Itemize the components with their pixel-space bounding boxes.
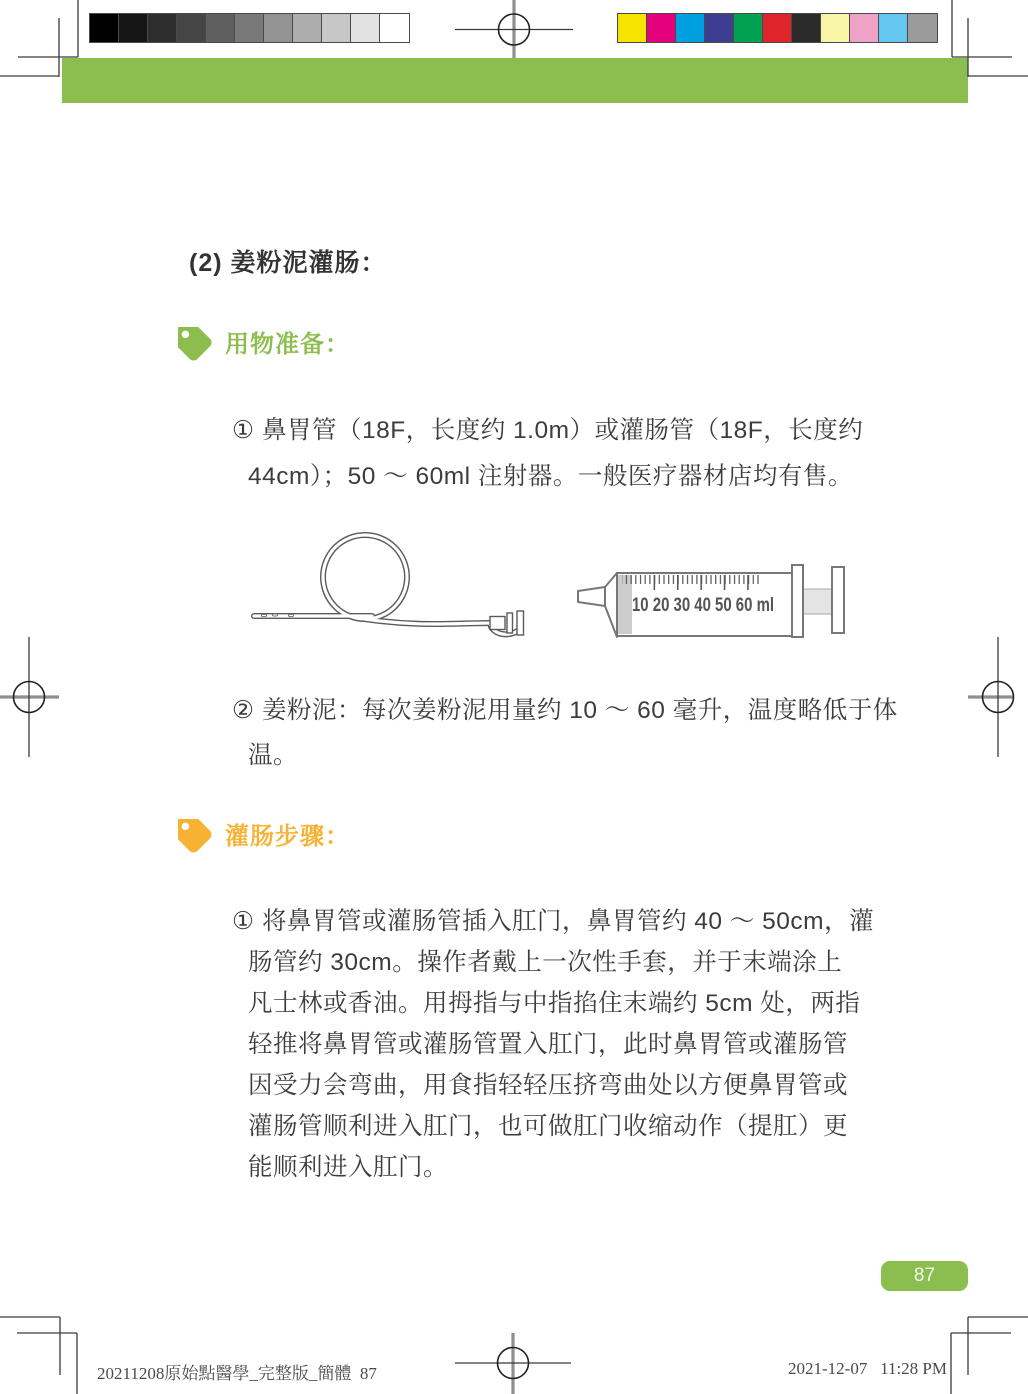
crop-marks-bottom-right <box>951 1317 1028 1394</box>
registration-mark-left <box>0 637 59 757</box>
paragraph-line: 灌肠管顺利进入肛门，也可做肛门收缩动作（提肛）更 <box>248 1113 848 1140</box>
paragraph-line: 肠管约 30cm。操作者戴上一次性手套，并于末端涂上 <box>248 949 843 976</box>
registration-mark-bottom <box>455 1333 571 1394</box>
calibration-swatch <box>821 14 850 42</box>
syringe-scale-label: 10 20 30 40 50 60 ml <box>632 595 774 616</box>
header-band <box>62 58 968 103</box>
item-marker: ② <box>232 697 255 724</box>
registration-mark-right <box>968 637 1014 757</box>
page-number-badge: 87 <box>881 1261 968 1291</box>
item-marker: ① <box>232 908 255 935</box>
calibration-swatch <box>850 14 879 42</box>
paragraph-line: 能顺利进入肛门。 <box>248 1154 448 1181</box>
calibration-swatch <box>908 14 937 42</box>
syringe-illustration <box>560 545 860 655</box>
calibration-swatch <box>676 14 705 42</box>
calibration-swatch <box>264 14 293 42</box>
registration-mark-top <box>455 0 573 58</box>
calibration-swatch <box>647 14 676 42</box>
paragraph-text: 鼻胃管（18F，长度约 1.0m）或灌肠管（18F，长度约 <box>262 417 864 444</box>
paragraph-line: 44cm）；50 ～ 60ml 注射器。一般医疗器材店均有售。 <box>248 463 853 490</box>
calibration-swatch <box>322 14 351 42</box>
calibration-swatch <box>177 14 206 42</box>
steps-heading: 灌肠步骤： <box>225 822 350 850</box>
prep-item-2 <box>232 688 898 778</box>
prep-heading-row <box>170 318 350 364</box>
nasogastric-tube-illustration <box>240 520 560 660</box>
footer-timestamp: 2021-12-07 11:28 PM <box>788 1359 947 1378</box>
paragraph-text: 姜粉泥：每次姜粉泥用量约 10 ～ 60 毫升，温度略低于体 <box>262 697 898 724</box>
calibration-swatch <box>119 14 148 42</box>
calibration-swatch <box>206 14 235 42</box>
item-marker: ① <box>232 417 255 444</box>
paragraph-text: 将鼻胃管或灌肠管插入肛门，鼻胃管约 40 ～ 50cm，灌 <box>262 908 875 935</box>
calibration-swatch <box>148 14 177 42</box>
calibration-swatch <box>351 14 380 42</box>
calibration-swatch <box>618 14 647 42</box>
tag-icon <box>170 811 214 855</box>
paragraph-line <box>232 688 898 733</box>
calibration-swatch <box>380 14 409 42</box>
calibration-swatch <box>792 14 821 42</box>
paragraph-line: 轻推将鼻胃管或灌肠管置入肛门，此时鼻胃管或灌肠管 <box>248 1031 848 1058</box>
paragraph-line <box>232 901 892 942</box>
paragraph-line: 因受力会弯曲，用食指轻轻压挤弯曲处以方便鼻胃管或 <box>248 1072 848 1099</box>
calibration-swatch <box>235 14 264 42</box>
calibration-swatch <box>734 14 763 42</box>
color-calibration-bar <box>617 13 938 43</box>
crop-marks-bottom-left <box>0 1317 77 1394</box>
grayscale-calibration-bar <box>89 13 410 43</box>
calibration-swatch <box>705 14 734 42</box>
footer-filename: 20211208原始點醫學_完整版_簡體 87 <box>97 1364 377 1383</box>
paragraph-line <box>232 408 892 454</box>
steps-heading-row <box>170 810 350 856</box>
calibration-swatch <box>90 14 119 42</box>
paragraph-line: 温。 <box>248 742 298 769</box>
calibration-swatch <box>763 14 792 42</box>
section-title: (2) 姜粉泥灌肠： <box>189 249 387 277</box>
calibration-swatch <box>293 14 322 42</box>
paragraph-line: 凡士林或香油。用拇指与中指掐住末端约 5cm 处，两指 <box>248 990 861 1017</box>
calibration-swatch <box>879 14 908 42</box>
prep-item-1 <box>232 408 892 500</box>
tag-icon <box>170 319 214 363</box>
step-item-1 <box>232 901 892 1188</box>
prep-heading: 用物准备： <box>225 330 350 358</box>
